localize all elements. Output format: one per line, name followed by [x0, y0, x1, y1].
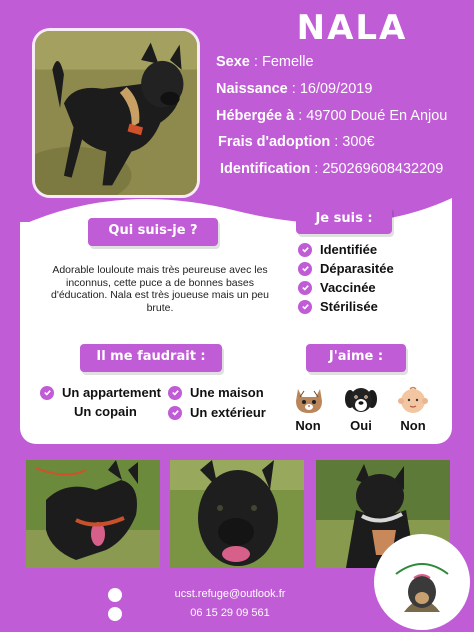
je-suis-item: Stérilisée	[298, 299, 378, 314]
description-text: Adorable louloute mais très peureuse avec les inconnus, cette puce a de bonnes bases d'éducation. Nala est très joueuse mais un peu brute.	[51, 264, 269, 314]
dog-photo-2	[170, 460, 304, 568]
check-icon	[298, 300, 312, 314]
dog-icon	[344, 385, 378, 415]
check-icon	[168, 406, 182, 420]
check-icon	[298, 262, 312, 276]
dog-photo-1	[26, 460, 160, 568]
jaime-title: J'aime :	[306, 344, 406, 372]
dog-photo-main	[32, 28, 200, 198]
check-icon	[40, 386, 54, 400]
contact-email[interactable]: ucst.refuge@outlook.fr	[174, 588, 286, 600]
info-hebergee: Hébergée à : 49700 Doué En Anjou	[216, 108, 448, 124]
dog-answer: Oui	[350, 418, 372, 433]
qui-suis-je-title: Qui suis-je ?	[88, 218, 218, 246]
cat-answer: Non	[295, 418, 321, 433]
pet-name: NALA	[296, 8, 408, 48]
shelter-logo	[374, 534, 470, 630]
needs-item-copain: Un copain	[74, 404, 137, 419]
je-suis-item: Identifiée	[298, 242, 377, 257]
baby-icon	[396, 385, 430, 415]
je-suis-item: Déparasitée	[298, 261, 394, 276]
contact-phone[interactable]: 06 15 29 09 561	[190, 607, 270, 619]
check-icon	[168, 386, 182, 400]
info-sexe: Sexe : Femelle	[216, 54, 314, 70]
baby-answer: Non	[400, 418, 426, 433]
je-suis-title: Je suis :	[296, 206, 392, 234]
check-icon	[298, 281, 312, 295]
je-suis-item: Vaccinée	[298, 280, 376, 295]
il-me-faudrait-title: Il me faudrait :	[80, 344, 222, 372]
needs-item: Un extérieur	[168, 405, 266, 420]
cat-icon	[292, 385, 326, 415]
info-naissance: Naissance : 16/09/2019	[216, 81, 373, 97]
info-frais: Frais d'adoption : 300€	[218, 134, 375, 150]
check-icon	[298, 243, 312, 257]
info-identification: Identification : 250269608432209	[220, 161, 444, 177]
needs-item: Une maison	[168, 385, 264, 400]
needs-item: Un appartement	[40, 385, 161, 400]
